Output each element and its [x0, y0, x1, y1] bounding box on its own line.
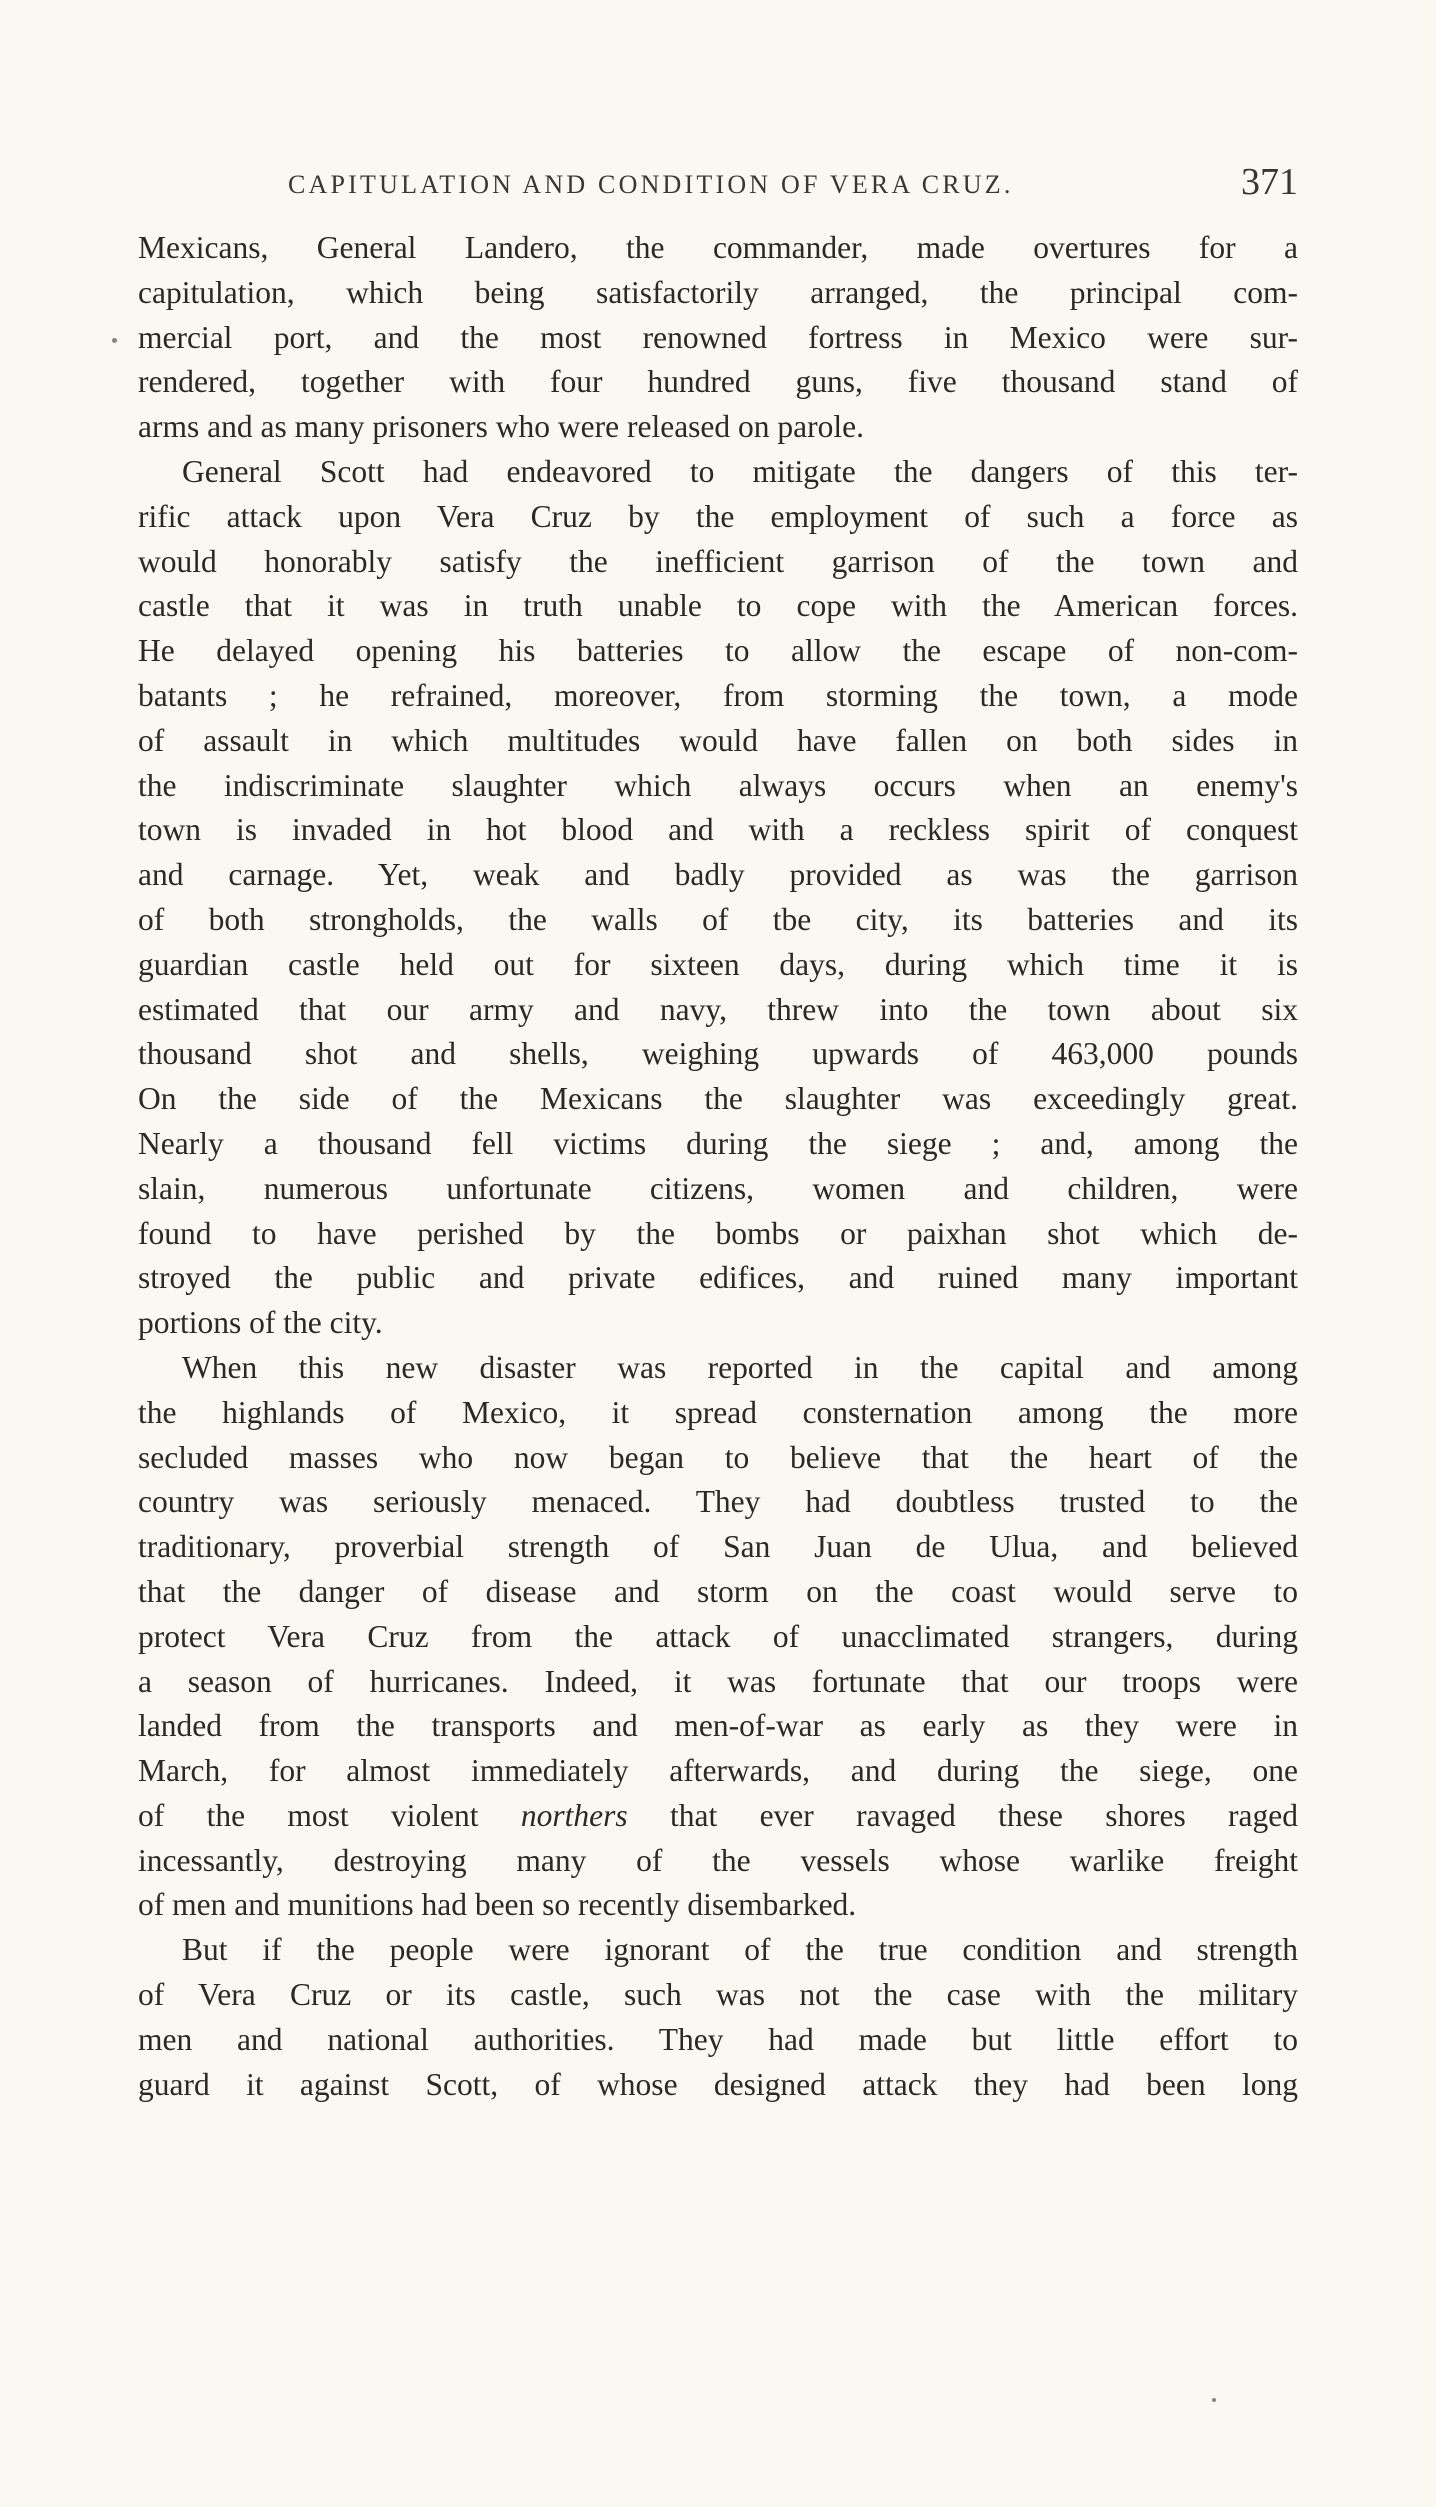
text-line: mercial port, and the most renowned fortress in Mexico were sur- — [138, 319, 1298, 355]
running-title: CAPITULATION AND CONDITION OF VERA CRUZ. — [288, 170, 1014, 199]
text-line: country was seriously menaced. They had doubtless trusted to the — [138, 1484, 1298, 1520]
text-line: Mexicans, General Landero, the commander, made overtures for a — [138, 230, 1298, 265]
text-line: incessantly, destroying many of the vessels whose warlike freight — [138, 1842, 1298, 1878]
text-fragment: that ever ravaged these shores raged — [670, 1797, 1299, 1833]
text-line: arms and as many prisoners who were released on parole. — [138, 409, 864, 445]
text-line: would honorably satisfy the inefficient garrison of the town and — [138, 543, 1298, 579]
italic-term: northers — [520, 1797, 628, 1833]
paper-speck — [1212, 2398, 1216, 2402]
text-line: General Scott had endeavored to mitigate the dangers of this ter- — [182, 453, 1298, 489]
text-line: rific attack upon Vera Cruz by the employment of such a force as — [138, 498, 1298, 534]
text-line: guard it against Scott, of whose designed attack they had been long — [138, 2066, 1298, 2102]
text-line: rendered, together with four hundred guns, five thousand stand of — [138, 364, 1298, 400]
text-line: a season of hurricanes. Indeed, it was fortunate that our troops were — [138, 1663, 1298, 1699]
text-line: thousand shot and shells, weighing upwards of 463,000 pounds — [138, 1036, 1298, 1072]
text-line: the indiscriminate slaughter which always occurs when an enemy's — [138, 767, 1298, 803]
text-line: guardian castle held out for sixteen days, during which time it is — [138, 946, 1298, 982]
text-line: the highlands of Mexico, it spread consternation among the more — [138, 1394, 1298, 1430]
text-line: and carnage. Yet, weak and badly provided as was the garrison — [138, 857, 1298, 893]
page-number: 371 — [1241, 161, 1298, 203]
text-line: of assault in which multitudes would have fallen on both sides in — [138, 722, 1298, 758]
text-line: estimated that our army and navy, threw into the town about six — [138, 991, 1298, 1027]
text-line: castle that it was in truth unable to cope with the American forces. — [138, 588, 1298, 624]
text-fragment: of the most violent — [138, 1797, 479, 1833]
text-line: slain, numerous unfortunate citizens, women and children, were — [138, 1170, 1298, 1206]
text-line: traditionary, proverbial strength of San Juan de Ulua, and believed — [138, 1529, 1298, 1565]
body-text — [138, 226, 1298, 2107]
text-line: of men and munitions had been so recently disembarked. — [138, 1887, 857, 1923]
text-line: stroyed the public and private edifices, and ruined many important — [138, 1260, 1298, 1296]
text-line: of both strongholds, the walls of tbe city, its batteries and its — [138, 901, 1298, 937]
text-line: He delayed opening his batteries to allow the escape of non-com- — [138, 633, 1298, 669]
text-line: of Vera Cruz or its castle, such was not the case with the military — [138, 1977, 1298, 2013]
text-line: capitulation, which being satisfactorily arranged, the principal com- — [138, 274, 1298, 310]
text-line: When this new disaster was reported in the capital and among — [182, 1349, 1298, 1385]
text-line: that the danger of disease and storm on the coast would serve to — [138, 1573, 1298, 1609]
text-line — [138, 1794, 1298, 1839]
text-line: protect Vera Cruz from the attack of unacclimated strangers, during — [138, 1618, 1298, 1654]
text-line: men and national authorities. They had made but little effort to — [138, 2021, 1298, 2057]
text-line: landed from the transports and men-of-war as early as they were in — [138, 1708, 1298, 1744]
text-line: batants ; he refrained, moreover, from storming the town, a mode — [138, 677, 1298, 713]
text-line: March, for almost immediately afterwards, and during the siege, one — [138, 1753, 1298, 1789]
paper-speck — [112, 338, 117, 343]
text-line: Nearly a thousand fell victims during the siege ; and, among the — [138, 1125, 1298, 1161]
text-line: portions of the city. — [138, 1305, 383, 1341]
book-page — [138, 150, 1298, 2107]
text-line: But if the people were ignorant of the true condition and strength — [182, 1932, 1298, 1968]
text-line: found to have perished by the bombs or paixhan shot which de- — [138, 1215, 1298, 1251]
text-line: secluded masses who now began to believe that the heart of the — [138, 1439, 1298, 1475]
running-head — [138, 150, 1298, 208]
text-line: town is invaded in hot blood and with a reckless spirit of conquest — [138, 812, 1298, 848]
text-line: On the side of the Mexicans the slaughter was exceedingly great. — [138, 1081, 1298, 1117]
